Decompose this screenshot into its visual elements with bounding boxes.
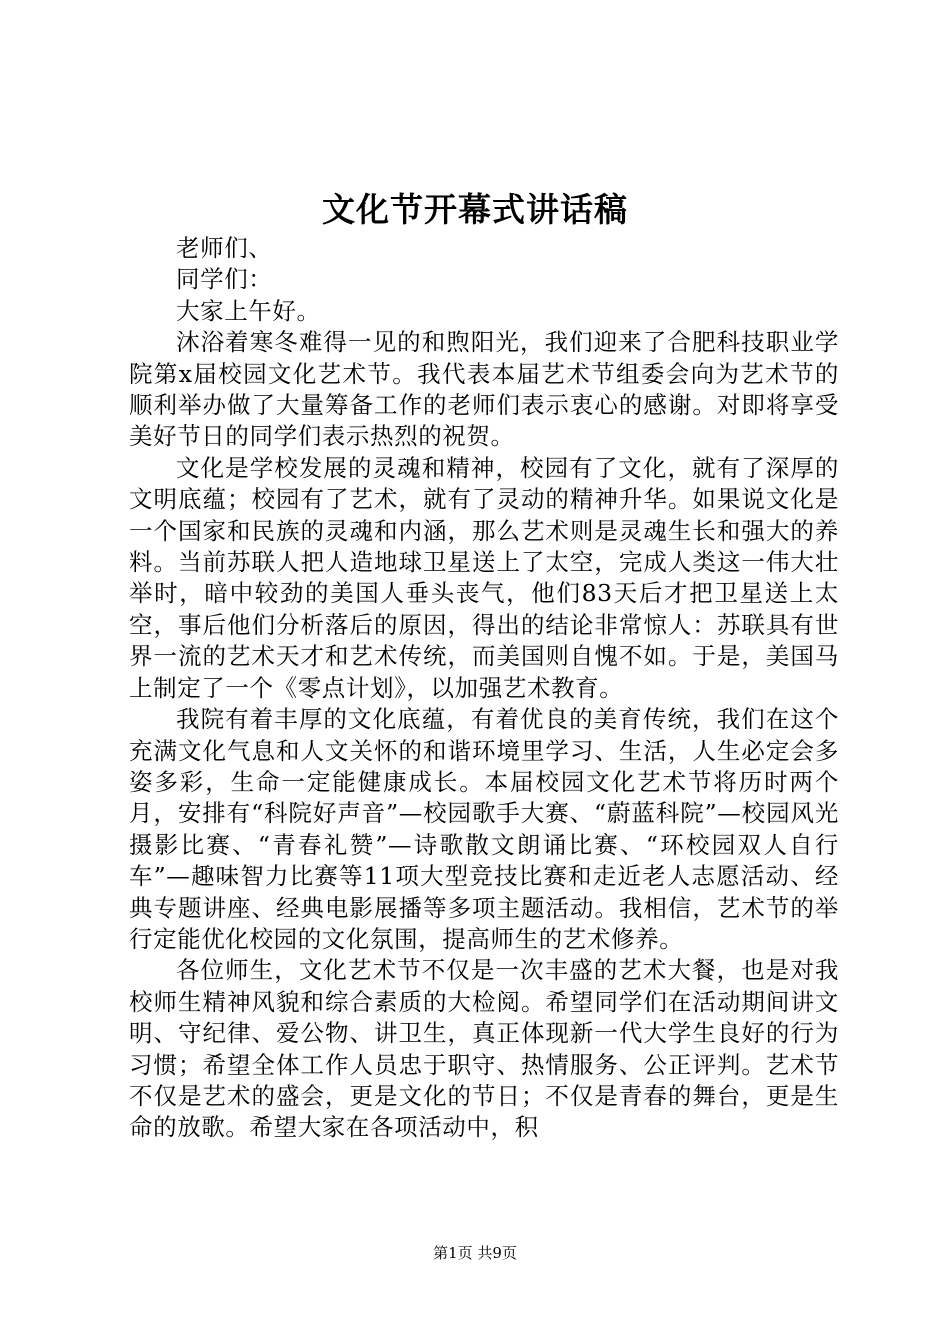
document-body bbox=[129, 233, 839, 1144]
page-number: 第1页 共9页 bbox=[433, 1244, 517, 1262]
body-paragraph: 各位师生，文化艺术节不仅是一次丰盛的艺术大餐，也是对我校师生精神风貌和综合素质的大检阅。希望同学们在活动期间讲文明、守纪律、爱公物、讲卫生，真正体现新一代大学生良好的行为习惯；希望全体工作人员忠于职守、热情服务、公正评判。艺术节不仅是艺术的盛会，更是文化的节日；不仅是青春的舞台，更是生命的放歌。希望大家在各项活动中，积 bbox=[129, 956, 839, 1142]
greeting: 大家上午好。 bbox=[176, 296, 321, 325]
salutation-teachers: 老师们、 bbox=[176, 234, 273, 262]
body-paragraph: 文化是学校发展的灵魂和精神，校园有了文化，就有了深厚的文明底蕴；校园有了艺术，就有了灵动的精神升华。如果说文化是一个国家和民族的灵魂和内涵，那么艺术则是灵魂生长和强大的养料。当前苏联人把人造地球卫星送上了太空，完成人类这一伟大壮举时，暗中较劲的美国人垂头丧气，他们83天后才把卫星送上太空，事后他们分析落后的原因，得出的结论非常惊人：苏联具有世界一流的艺术天才和艺术传统，而美国则自愧不如。于是，美国马上制定了一个《零点计划》，以加强艺术教育。 bbox=[129, 453, 839, 702]
body-paragraph: 我院有着丰厚的文化底蕴，有着优良的美育传统，我们在这个充满文化气息和人文关怀的和谐环境里学习、生活，人生必定会多姿多彩，生命一定能健康成长。本届校园文化艺术节将历时两个月，安排有“科院好声音”—校园歌手大赛、“蔚蓝科院”—校园风光摄影比赛、“青春礼赞”—诗歌散文朗诵比赛、“环校园双人自行车”—趣味智力比赛等11项大型竞技比赛和走近老人志愿活动、经典专题讲座、经典电影展播等多项主题活动。我相信，艺术节的举行定能优化校园的文化氛围，提高师生的艺术修养。 bbox=[129, 705, 839, 953]
document-title: 文化节开幕式讲话稿 bbox=[322, 190, 628, 229]
body-paragraph: 沐浴着寒冬难得一见的和煦阳光，我们迎来了合肥科技职业学院第x届校园文化艺术节。我代表本届艺术节组委会向为艺术节的顺利举办做了大量筹备工作的老师们表示衷心的感谢。对即将享受美好节日的同学们表示热烈的祝贺。 bbox=[129, 328, 839, 451]
salutation-students: 同学们： bbox=[176, 265, 273, 294]
